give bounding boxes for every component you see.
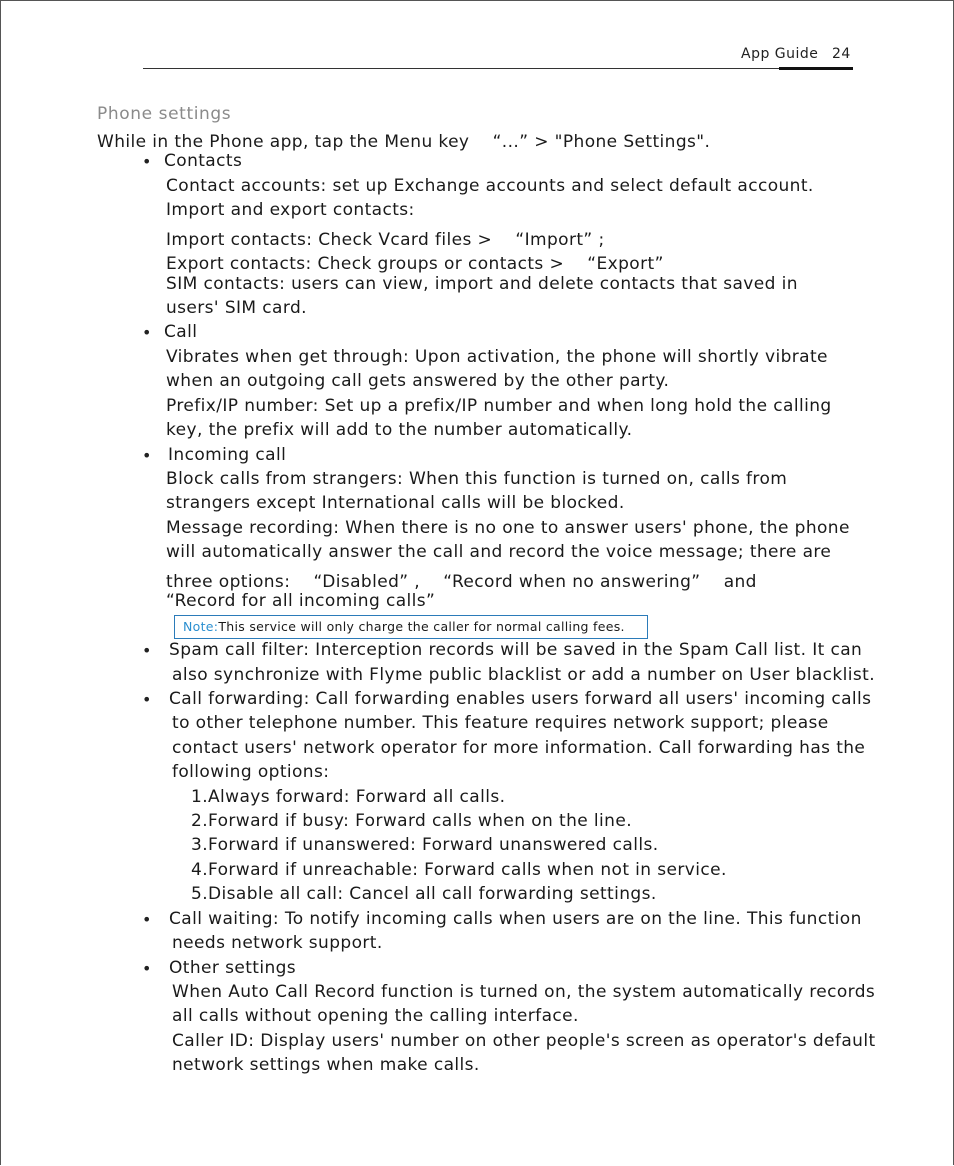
contacts-heading: Contacts	[164, 151, 243, 171]
contacts-line: SIM contacts: users can view, import and delete contacts that saved in	[166, 274, 798, 294]
incoming-call-line: Message recording: When there is no one to answer users' phone, the phone	[166, 518, 850, 538]
call-forwarding-line: following options:	[172, 762, 330, 782]
incoming-call-line: will automatically answer the call and record the voice message; there are	[166, 542, 832, 562]
forwarding-option: 4.Forward if unreachable: Forward calls when not in service.	[191, 860, 727, 880]
incoming-call-line: Block calls from strangers: When this function is turned on, calls from	[166, 469, 788, 489]
contacts-line: Export contacts: Check groups or contacts > “Export”	[166, 254, 664, 274]
call-waiting-line: Call waiting: To notify incoming calls when users are on the line. This function	[169, 909, 862, 929]
contacts-line: Contact accounts: set up Exchange accounts and select default account.	[166, 176, 814, 196]
incoming-call-heading: Incoming call	[168, 445, 287, 465]
other-settings-line: Caller ID: Display users' number on other people's screen as operator's default	[172, 1031, 876, 1051]
header-rule	[143, 68, 853, 69]
bullet-spam-filter: •	[142, 641, 152, 660]
call-heading: Call	[164, 322, 198, 342]
forwarding-option: 1.Always forward: Forward all calls.	[191, 787, 506, 807]
call-forwarding-line: contact users' network operator for more information. Call forwarding has the	[172, 738, 866, 758]
contacts-line: Import and export contacts:	[166, 200, 415, 220]
bullet-call: •	[142, 323, 152, 342]
incoming-call-line: three options: “Disabled” , “Record when no answering” and	[166, 572, 757, 592]
contacts-line: users' SIM card.	[166, 298, 307, 318]
forwarding-option: 2.Forward if busy: Forward calls when on the line.	[191, 811, 632, 831]
bullet-call-waiting: •	[142, 910, 152, 929]
incoming-call-line: strangers except International calls will be blocked.	[166, 493, 625, 513]
call-line: key, the prefix will add to the number automatically.	[166, 420, 633, 440]
note-box	[174, 615, 648, 639]
note-label: Note:	[183, 619, 219, 634]
header-title: App Guide	[741, 46, 819, 62]
bullet-other-settings: •	[142, 959, 152, 978]
note-text: This service will only charge the caller for normal calling fees.	[218, 619, 625, 634]
call-line: when an outgoing call gets answered by the other party.	[166, 371, 670, 391]
intro-text: While in the Phone app, tap the Menu key “...” > "Phone Settings".	[97, 132, 711, 152]
call-forwarding-line: Call forwarding: Call forwarding enables users forward all users' incoming calls	[169, 689, 872, 709]
contacts-line: Import contacts: Check Vcard files > “Import” ;	[166, 230, 605, 250]
bullet-contacts: •	[142, 152, 152, 171]
page-number: 24	[832, 46, 851, 62]
call-line: Vibrates when get through: Upon activation, the phone will shortly vibrate	[166, 347, 828, 367]
forwarding-option: 5.Disable all call: Cancel all call forwarding settings.	[191, 884, 657, 904]
call-line: Prefix/IP number: Set up a prefix/IP number and when long hold the calling	[166, 396, 832, 416]
other-settings-line: network settings when make calls.	[172, 1055, 480, 1075]
other-settings-heading: Other settings	[169, 958, 297, 978]
bullet-incoming-call: •	[142, 446, 152, 465]
call-forwarding-line: to other telephone number. This feature requires network support; please	[172, 713, 829, 733]
section-title: Phone settings	[97, 104, 232, 124]
incoming-call-line: “Record for all incoming calls”	[166, 591, 436, 611]
spam-filter-line: also synchronize with Flyme public blacklist or add a number on User blacklist.	[172, 665, 876, 685]
call-waiting-line: needs network support.	[172, 933, 383, 953]
bullet-call-forwarding: •	[142, 690, 152, 709]
header-accent-bar	[779, 67, 853, 70]
other-settings-line: all calls without opening the calling interface.	[172, 1006, 579, 1026]
spam-filter-line: Spam call filter: Interception records will be saved in the Spam Call list. It can	[169, 640, 863, 660]
forwarding-option: 3.Forward if unanswered: Forward unanswered calls.	[191, 835, 659, 855]
other-settings-line: When Auto Call Record function is turned on, the system automatically records	[172, 982, 876, 1002]
